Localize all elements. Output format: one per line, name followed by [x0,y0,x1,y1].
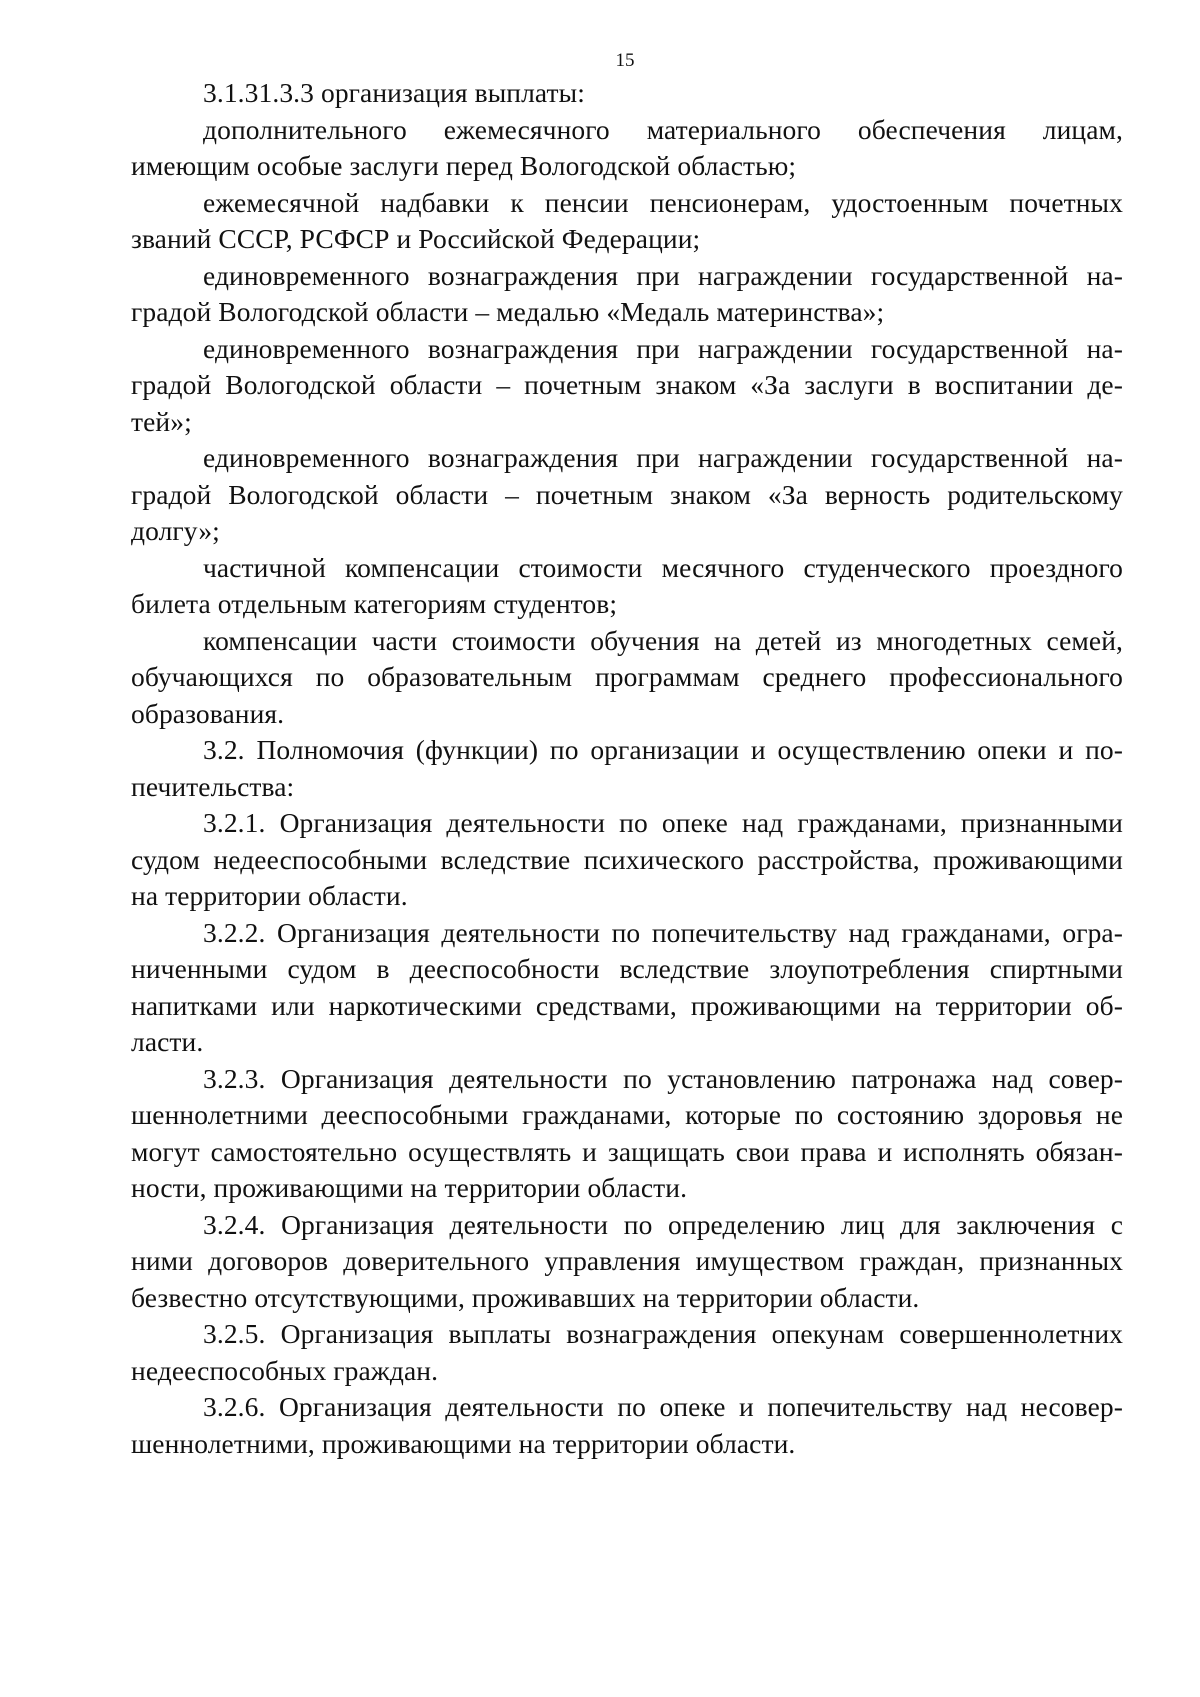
text-line: печительства: [131,770,295,802]
text-line: образования. [131,697,285,729]
paragraph-3-1-31-3-3 [131,75,1123,112]
paragraph-3-2-4 [131,1207,1123,1317]
paragraph-parental-duty-badge [131,440,1123,550]
text-line: 3.2.5. Организация выплаты вознаграждения опекунам совершеннолетних [203,1318,1123,1349]
paragraph-3-2-5 [131,1316,1123,1389]
text-line: ласти. [131,1026,204,1057]
page-number: 15 [615,50,635,71]
paragraph-3-2-6 [131,1389,1123,1462]
text-line: ними договоров доверительного управления имуществом граждан, признанных [131,1245,1123,1276]
text-line: тей»; [131,405,192,437]
text-line: 3.2.2. Организация деятельности по попечительству над гражданами, огра- [203,916,1123,948]
paragraph-student-ticket [131,550,1123,623]
paragraph-3-2-3 [131,1061,1123,1207]
text-line: шеннолетними дееспособными гражданами, которые по состоянию здоровья не [131,1099,1123,1130]
text-line: компенсации части стоимости обучения на детей из многодетных семей, [203,624,1123,656]
text-line: 3.2.6. Организация деятельности по опеке и попечительству над несовер- [203,1391,1123,1422]
paragraph-large-families-education [131,623,1123,733]
text-line: обучающихся по образовательным программам среднего профессионального [131,661,1123,692]
text-line: частичной компенсации стоимости месячного студенческого проездного [203,551,1123,583]
text-line: ности, проживающими на территории области. [131,1172,688,1203]
text-line: единовременного вознаграждения при награждении государственной на- [203,332,1123,364]
text-line: шеннолетними, проживающими на территории области. [131,1427,796,1459]
text-line: долгу»; [131,515,220,546]
text-line: безвестно отсутствующими, проживавших на территории области. [131,1281,920,1313]
text-line: званий СССР, РСФСР и Российской Федерации; [131,223,701,254]
text-line: судом недееспособными вследствие психического расстройства, проживающими [131,843,1123,875]
paragraph-pension-allowance [131,185,1123,258]
text-line: градой Вологодской области – почетным знаком «За верность родительскому [131,478,1123,510]
text-line: 3.2.1. Организация деятельности по опеке над гражданами, признанными [203,807,1123,838]
text-line: ниченными судом в дееспособности вследствие злоупотребления спиртными [131,953,1123,984]
text-line: ежемесячной надбавки к пенсии пенсионерам, удостоенным почетных [203,186,1123,218]
paragraph-3-2-2 [131,915,1123,1061]
text-line: недееспособных граждан. [131,1354,439,1386]
text-line: могут самостоятельно осуществлять и защищать свои права и исполнять обязан- [131,1135,1123,1167]
text-line: 3.2.3. Организация деятельности по установлению патронажа над совер- [203,1062,1123,1094]
scan-artifact [1070,1683,1160,1693]
text-line: 3.2.4. Организация деятельности по определению лиц для заключения с [203,1208,1123,1240]
paragraph-supplementary-support [131,112,1123,185]
text-line: единовременного вознаграждения при награждении государственной на- [203,442,1123,473]
text-line: 3.1.31.3.3 организация выплаты: [203,77,585,108]
text-line: 3.2. Полномочия (функции) по организации и осуществлению опеки и по- [203,734,1123,765]
text-line: градой Вологодской области – почетным знаком «За заслуги в воспитании де- [131,369,1123,400]
text-line: градой Вологодской области – медалью «Медаль материнства»; [131,296,885,327]
text-line: имеющим особые заслуги перед Вологодской областью; [131,150,797,181]
text-line: напитками или наркотическими средствами, проживающими на территории об- [131,989,1123,1021]
paragraph-3-2 [131,732,1123,805]
text-line: на территории области. [131,880,408,911]
paragraph-3-2-1 [131,805,1123,915]
paragraph-upbringing-badge [131,331,1123,441]
text-line: единовременного вознаграждения при награждении государственной на- [203,259,1123,291]
paragraph-medal-motherhood [131,258,1123,331]
text-line: дополнительного ежемесячного материального обеспечения лицам, [203,113,1123,145]
document-body [131,75,1123,1462]
text-line: билета отдельным категориям студентов; [131,588,618,619]
